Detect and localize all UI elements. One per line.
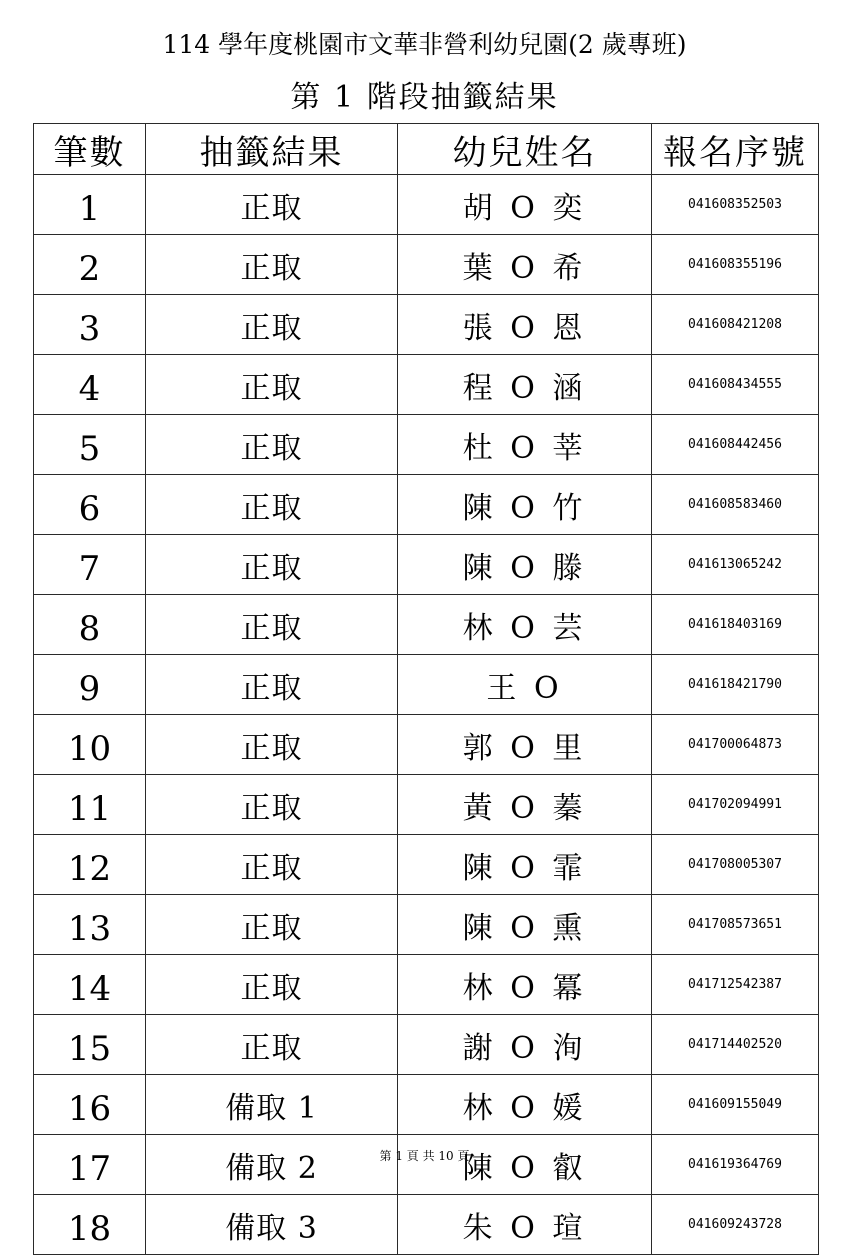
row-registration-number: 041609155049 — [652, 1075, 819, 1135]
row-registration-number: 041608583460 — [652, 475, 819, 535]
row-lottery-result: 正取 — [146, 235, 398, 295]
row-lottery-result: 正取 — [146, 1015, 398, 1075]
lottery-results-table — [33, 123, 819, 1255]
row-child-name: 程 O 涵 — [398, 355, 652, 415]
row-lottery-result: 正取 — [146, 655, 398, 715]
row-registration-number: 041608352503 — [652, 175, 819, 235]
row-lottery-result: 備取 2 — [146, 1135, 398, 1195]
row-child-name: 胡 O 奕 — [398, 175, 652, 235]
row-lottery-result: 正取 — [146, 595, 398, 655]
row-count: 15 — [34, 1015, 146, 1075]
row-child-name: 葉 O 希 — [398, 235, 652, 295]
row-child-name: 張 O 恩 — [398, 295, 652, 355]
table-row — [34, 775, 819, 835]
table-row — [34, 355, 819, 415]
row-registration-number: 041613065242 — [652, 535, 819, 595]
row-count: 8 — [34, 595, 146, 655]
row-lottery-result: 備取 3 — [146, 1195, 398, 1255]
row-count: 11 — [34, 775, 146, 835]
row-lottery-result: 正取 — [146, 775, 398, 835]
row-lottery-result: 備取 1 — [146, 1075, 398, 1135]
document-subtitle: 第 1 階段抽籤結果 — [290, 80, 559, 115]
page-footer: 第 1 頁 共 10 頁 — [379, 1149, 470, 1163]
row-child-name: 黃 O 蓁 — [398, 775, 652, 835]
row-count: 3 — [34, 295, 146, 355]
table-row — [34, 835, 819, 895]
row-registration-number: 041700064873 — [652, 715, 819, 775]
row-registration-number: 041608421208 — [652, 295, 819, 355]
row-count: 9 — [34, 655, 146, 715]
row-child-name: 陳 O 滕 — [398, 535, 652, 595]
row-child-name: 謝 O 洵 — [398, 1015, 652, 1075]
header-registration-number: 報名序號 — [652, 124, 819, 175]
row-registration-number: 041608442456 — [652, 415, 819, 475]
row-registration-number: 041708005307 — [652, 835, 819, 895]
row-child-name: 王 O — [398, 655, 652, 715]
row-registration-number: 041618403169 — [652, 595, 819, 655]
table-row — [34, 655, 819, 715]
header-child-name: 幼兒姓名 — [398, 124, 652, 175]
table-row — [34, 175, 819, 235]
row-lottery-result: 正取 — [146, 475, 398, 535]
row-lottery-result: 正取 — [146, 175, 398, 235]
table-row — [34, 595, 819, 655]
table-row — [34, 895, 819, 955]
row-count: 18 — [34, 1195, 146, 1255]
table-row — [34, 1075, 819, 1135]
row-count: 4 — [34, 355, 146, 415]
row-registration-number: 041702094991 — [652, 775, 819, 835]
row-registration-number: 041714402520 — [652, 1015, 819, 1075]
table-row — [34, 1135, 819, 1195]
row-registration-number: 041712542387 — [652, 955, 819, 1015]
header-count: 筆數 — [34, 124, 146, 175]
row-lottery-result: 正取 — [146, 895, 398, 955]
row-child-name: 杜 O 莘 — [398, 415, 652, 475]
table-row — [34, 235, 819, 295]
table-header-row — [34, 124, 819, 175]
row-registration-number: 041619364769 — [652, 1135, 819, 1195]
row-registration-number: 041609243728 — [652, 1195, 819, 1255]
row-lottery-result: 正取 — [146, 715, 398, 775]
row-count: 1 — [34, 175, 146, 235]
row-child-name: 陳 O 熏 — [398, 895, 652, 955]
row-child-name: 陳 O 竹 — [398, 475, 652, 535]
row-lottery-result: 正取 — [146, 955, 398, 1015]
table-row — [34, 415, 819, 475]
header-lottery-result: 抽籤結果 — [146, 124, 398, 175]
row-count: 6 — [34, 475, 146, 535]
table-row — [34, 475, 819, 535]
row-lottery-result: 正取 — [146, 835, 398, 895]
row-registration-number: 041618421790 — [652, 655, 819, 715]
row-registration-number: 041608434555 — [652, 355, 819, 415]
row-count: 2 — [34, 235, 146, 295]
row-count: 13 — [34, 895, 146, 955]
row-child-name: 朱 O 瑄 — [398, 1195, 652, 1255]
row-child-name: 陳 O 叡 — [398, 1135, 652, 1195]
table-row — [34, 295, 819, 355]
row-lottery-result: 正取 — [146, 295, 398, 355]
row-child-name: 陳 O 霏 — [398, 835, 652, 895]
table-row — [34, 1195, 819, 1255]
row-lottery-result: 正取 — [146, 415, 398, 475]
row-child-name: 郭 O 里 — [398, 715, 652, 775]
row-child-name: 林 O 芸 — [398, 595, 652, 655]
row-count: 17 — [34, 1135, 146, 1195]
row-count: 16 — [34, 1075, 146, 1135]
row-count: 14 — [34, 955, 146, 1015]
table-row — [34, 715, 819, 775]
row-lottery-result: 正取 — [146, 355, 398, 415]
table-row — [34, 535, 819, 595]
row-registration-number: 041708573651 — [652, 895, 819, 955]
row-child-name: 林 O 冪 — [398, 955, 652, 1015]
document-title: 114 學年度桃園市文華非營利幼兒園(2 歲專班) — [162, 30, 687, 59]
row-child-name: 林 O 媛 — [398, 1075, 652, 1135]
row-count: 10 — [34, 715, 146, 775]
row-lottery-result: 正取 — [146, 535, 398, 595]
table-row — [34, 1015, 819, 1075]
row-registration-number: 041608355196 — [652, 235, 819, 295]
row-count: 7 — [34, 535, 146, 595]
table-row — [34, 955, 819, 1015]
row-count: 5 — [34, 415, 146, 475]
row-count: 12 — [34, 835, 146, 895]
